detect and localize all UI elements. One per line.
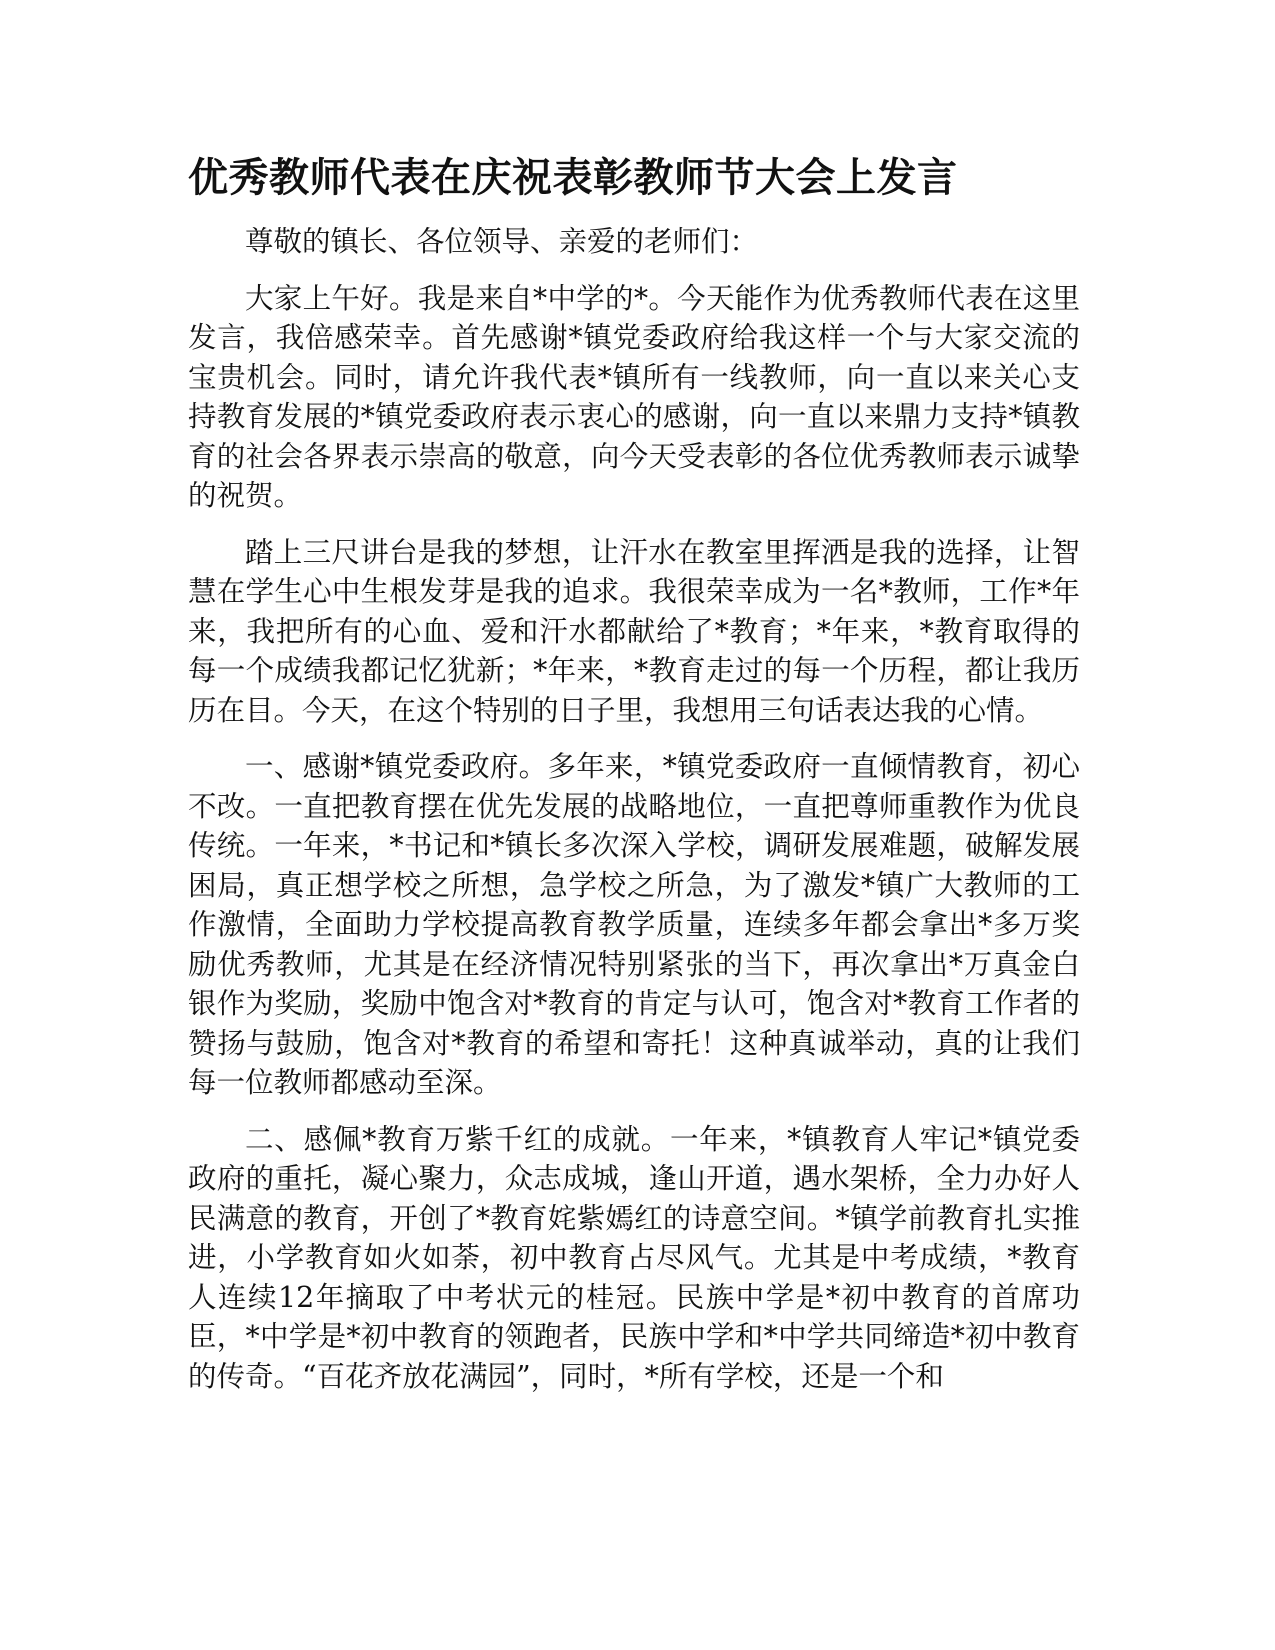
- greeting-paragraph: 大家上午好。我是来自*中学的*。今天能作为优秀教师代表在这里发言，我倍感荣幸。首先感谢*镇党委政府给我这样一个与大家交流的宝贵机会。同时，请允许我代表*镇所有一线教师，向一直以来关心支持教育发展的*镇党委政府表示衷心的感谢，向一直以来鼎力支持*镇教育的社会各界表示崇高的敬意，向今天受表彰的各位优秀教师表示诚挚的祝贺。: [188, 281, 1080, 512]
- thanks-paragraph: 一、感谢*镇党委政府。多年来，*镇党委政府一直倾情教育，初心不改。一直把教育摆在优先发展的战略地位，一直把尊师重教作为优良传统。一年来，*书记和*镇长多次深入学校，调研发展难题，破解发展困局，真正想学校之所想，急学校之所急，为了激发*镇广大教师的工作激情，全面助力学校提高教育教学质量，连续多年都会拿出*多万奖励优秀教师，尤其是在经济情况特别紧张的当下，再次拿出*万真金白银作为奖励，奖励中饱含对*教育的肯定与认可，饱含对*教育工作者的赞扬与鼓励，饱含对*教育的希望和寄托！这种真诚举动，真的让我们每一位教师都感动至深。: [188, 750, 1080, 1099]
- salutation-paragraph: 尊敬的镇长、各位领导、亲爱的老师们：: [245, 225, 759, 258]
- aspiration-paragraph: 踏上三尺讲台是我的梦想，让汗水在教室里挥洒是我的选择，让智慧在学生心中生根发芽是我的追求。我很荣幸成为一名*教师，工作*年来，我把所有的心血、爱和汗水都献给了*教育；*年来，*教育取得的每一个成绩我都记忆犹新；*年来，*教育走过的每一个历程，都让我历历在目。今天，在这个特别的日子里，我想用三句话表达我的心情。: [188, 535, 1080, 727]
- achievements-paragraph: 二、感佩*教育万紫千红的成就。一年来，*镇教育人牢记*镇党委政府的重托，凝心聚力，众志成城，逢山开道，遇水架桥，全力办好人民满意的教育，开创了*教育姹紫嫣红的诗意空间。*镇学前教育扎实推进，小学教育如火如荼，初中教育占尽风气。尤其是中考成绩，*教育人连续12年摘取了中考状元的桂冠。民族中学是*初中教育的首席功臣，*中学是*初中教育的领跑者，民族中学和*中学共同缔造*初中教育的传奇。“百花齐放花满园”，同时，*所有学校，还是一个和: [188, 1122, 1080, 1393]
- document-page: [188, 148, 1080, 1413]
- document-title: 优秀教师代表在庆祝表彰教师节大会上发言: [188, 155, 958, 201]
